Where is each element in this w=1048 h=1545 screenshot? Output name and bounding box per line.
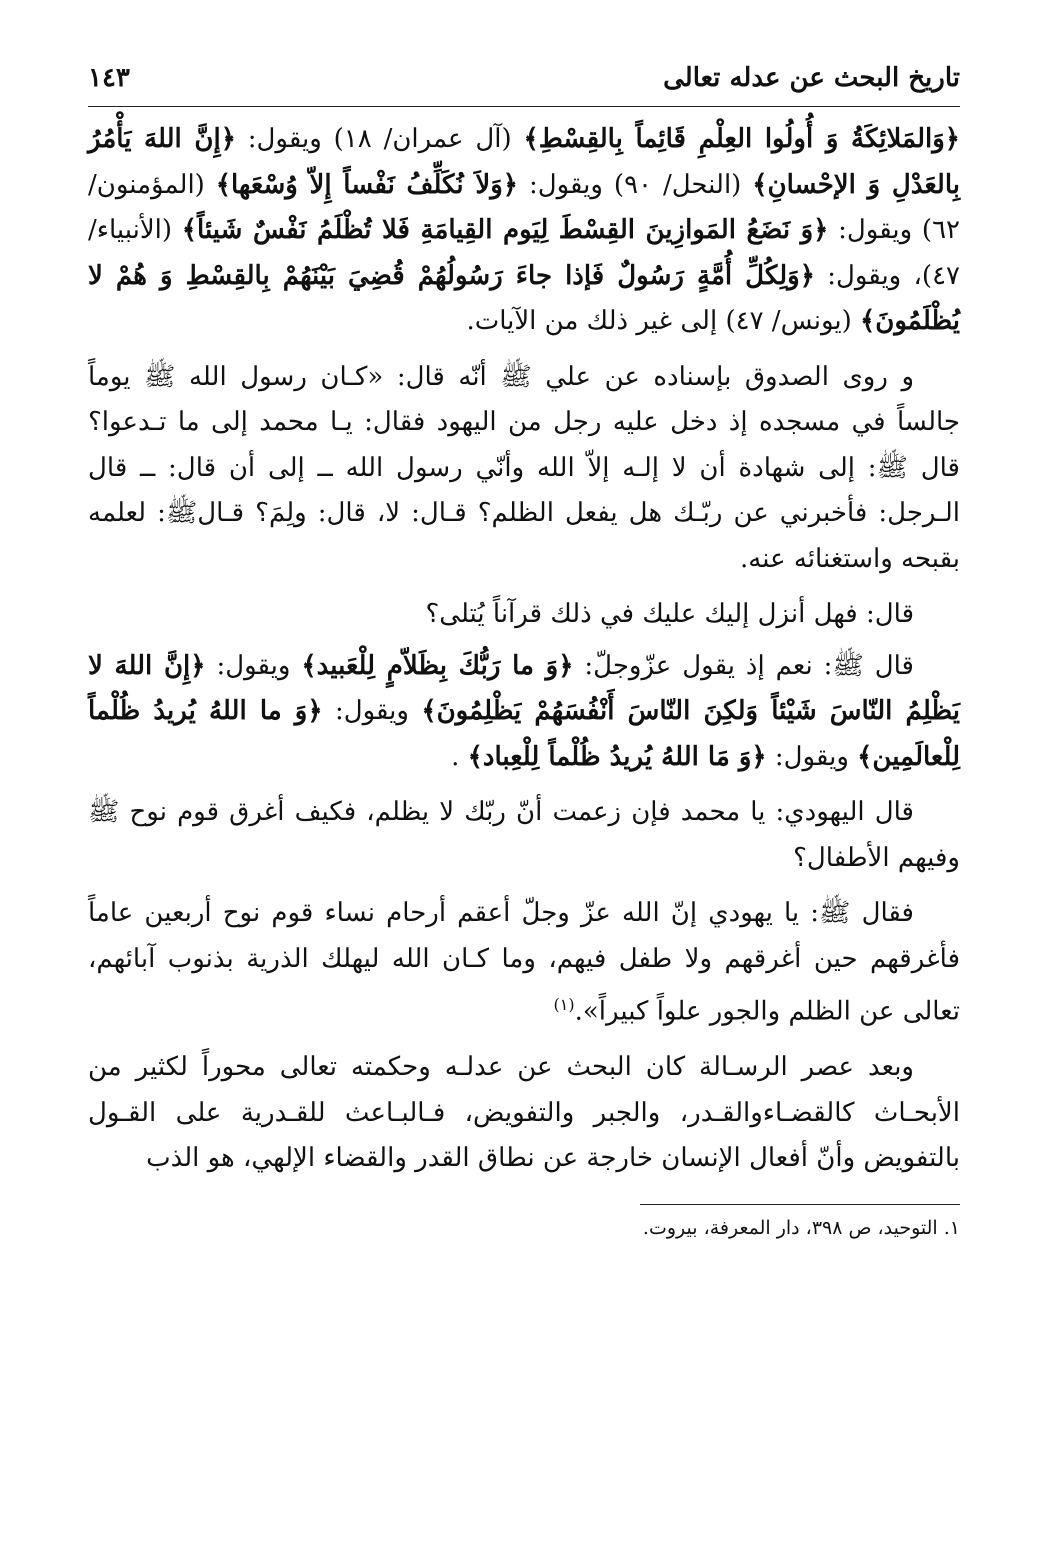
running-title: تاريخ البحث عن عدله تعالى bbox=[663, 63, 960, 93]
verse-reference: (المؤمنون/ ٦٢) ويقول: bbox=[88, 169, 961, 245]
verse-reference: (آل عمران/ ١٨) ويقول: bbox=[235, 124, 524, 154]
quran-verse: ﴿وَلِكُلِّ أُمَّةٍ رَسُولٌ فَإذا جاءَ رَسُولُهُمْ قُضِيَ بَيْنَهُمْ بِالقِسْطِ وَ هُمْ لا يُظْلَمُونَ﴾ bbox=[88, 260, 960, 336]
quran-verse: ﴿إِنَّ اللهَ لا يَظْلِمُ النّاسَ شَيْئاً وَلكِنَ النّاسَ أَنْفُسَهُمْ يَظْلِمُونَ﴾ bbox=[88, 650, 960, 726]
paragraph-question: قال: فهل أنزل إليك عليك في ذلك قرآناً يُتلى؟ bbox=[425, 599, 914, 629]
answer-text: قال ﷺ: نعم إذ يقول عزّوجلّ: bbox=[573, 650, 914, 681]
footnote: ١. التوحيد، ص ٣٩٨، دار المعرفة، بيروت. bbox=[642, 1216, 960, 1239]
paragraph-jew-question: قال اليهودي: يا محمد فإن زعمت أنّ ربّك لا يظلم، فكيف أغرق قوم نوح ﷺ وفيهم الأطفال؟ bbox=[88, 797, 960, 873]
paragraph-reply bbox=[88, 891, 960, 1035]
answer-text: ويقول: bbox=[205, 650, 302, 681]
paragraph-after-prophecy: وبعد عصر الرسـالة كان البحث عن عدلـه وحكمته تعالى محوراً لكثير من الأبحـاث كالقضـاءوالقـدر، والجبر والتفويض، فـالبـاعث للقـدرية على القـول بالتفويض وأنّ أفعال الإنسان خارجة عن نطاق القدر والقضاء الإلهي، هو الذب bbox=[88, 1052, 960, 1174]
verse-reference: (الأنبياء/ ٤٧)، ويقول: bbox=[88, 215, 960, 291]
quran-verse: ﴿وَ ما رَبُّكَ بِظَلاّمٍ لِلْعَبيد﴾ bbox=[301, 650, 574, 681]
page-number: ١٤٣ bbox=[88, 63, 130, 93]
footnote-marker: (١) bbox=[553, 995, 575, 1014]
paragraph-answer bbox=[88, 644, 960, 781]
quran-verse: ﴿وَ ما اللهُ يُريدُ ظُلْماً لِلْعالَمِين﴾ bbox=[88, 696, 960, 772]
reply-text: فقال ﷺ: يا يهودي إنّ الله عزّ وجلّ أعقم أرحام نساء قوم نوح أربعين عاماً فأغرقهم حين أغرقهم ولا طفل فيهم، وما كـان الله ليهلك الذرية بذنوب آبائهم، تعالى عن الظلم والجور علواً كبيراً». bbox=[88, 898, 960, 1027]
footnote-rule bbox=[640, 1204, 960, 1205]
paragraph-verses bbox=[88, 117, 960, 345]
answer-text: ويقول: bbox=[766, 741, 858, 772]
quran-verse: ﴿وَ نَضَعُ المَوازِينَ القِسْطَ لِيَوم القِيامَةِ فَلا تُظْلَمُ نَفْسٌ شَيئاً﴾ bbox=[181, 215, 829, 245]
page-header bbox=[88, 56, 960, 100]
quran-verse: ﴿وَ مَا اللهُ يُريدُ ظُلْماً لِلْعِباد﴾ bbox=[467, 741, 767, 772]
quran-verse: ﴿وَالمَلائِكَةُ وَ أُولُوا العِلْمِ قَائِماً بِالقِسْطِ﴾ bbox=[523, 124, 961, 154]
quran-verse: ﴿وَلاَ نُكَلِّفُ نَفْساً إِلاّ وُسْعَها﴾ bbox=[215, 169, 518, 200]
book-page bbox=[88, 56, 960, 1496]
answer-text: . bbox=[451, 741, 468, 772]
header-rule bbox=[88, 106, 960, 107]
verse-reference: (يونس/ ٤٧) إلى غير ذلك من الآيات. bbox=[466, 306, 861, 336]
paragraph-narration: و روى الصدوق بإسناده عن علي ﷺ أنّه قال: «كـان رسول الله ﷺ يوماً جالساً في مسجده إذ دخل عليه رجل من اليهود فقال: يـا محمد إلى ما تـدعوا؟ قال ﷺ: إلى شهادة أن لا إلـه إلاّ الله وأنّي رسول الله ــ إلى أن قال: ــ قال الـرجل: فأخبرني عن ربّـك هل يفعل الظلم؟ قـال: لا، قال: ولِمَ؟ قـالﷺ: لعلمه بقبحه واستغنائه عنه. bbox=[88, 361, 960, 574]
answer-text: ويقول: bbox=[322, 696, 422, 726]
verse-reference: (النحل/ ٩٠) ويقول: bbox=[518, 169, 753, 200]
quran-verse: ﴿إِنَّ اللهَ يَأْمُرُ بِالعَدْلِ وَ الإحْسانِ﴾ bbox=[88, 124, 961, 200]
